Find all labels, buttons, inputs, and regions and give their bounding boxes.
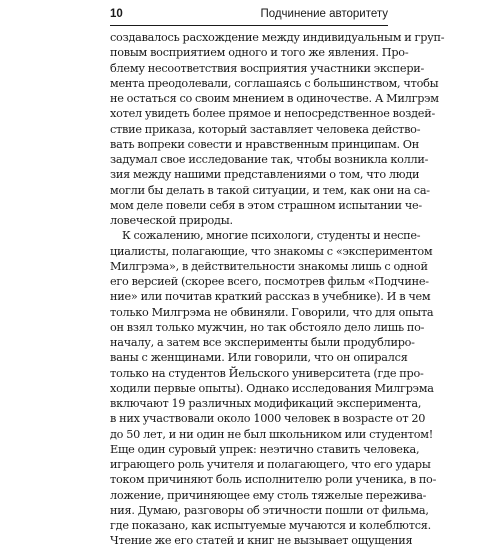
page-header — [110, 5, 388, 26]
text-line: ложение, причиняющее ему столь тяжелые пережива- — [110, 488, 427, 502]
text-line: зия между нашими представлениями о том, что люди — [110, 168, 420, 182]
text-line: Чтение же его статей и книг не вызывает ощущения — [110, 534, 413, 548]
text-line: включают 19 различных модификаций эксперимента, — [110, 397, 422, 410]
text-line: мента преодолевали, соглашаясь с большинством, чтобы — [110, 76, 439, 90]
text-line: Милгрэма», в действительности знакомы лишь с одной — [110, 259, 428, 273]
text-line: К сожалению, многие психологи, студенты и неспе- — [122, 229, 421, 243]
text-line: повым восприятием одного и того же явления. Про- — [110, 46, 409, 60]
text-line: до 50 лет, и ни один не был школьником или студентом! — [110, 427, 434, 441]
text-line: в них участвовали около 1000 человек в возрасте от 20 — [110, 412, 426, 426]
text-line: где показано, как испытуемые мучаются и колеблются. — [110, 519, 431, 532]
page-number: 10 — [110, 8, 123, 20]
text-line: вать вопреки совести и нравственным принципам. Он — [110, 137, 420, 151]
text-line: играющего роль учителя и полагающего, что его удары — [110, 458, 431, 471]
text-line: блему несоответствия восприятия участники экспери- — [110, 61, 425, 75]
text-line: не остаться со своим мнением в одиночестве. А Милгрэм — [110, 92, 439, 105]
text-line: задумал свое исследование так, чтобы возникла колли- — [110, 153, 429, 166]
text-line: началу, а затем все эксперименты были продублиро- — [110, 336, 415, 349]
text-line: мом деле повели себя в этом страшном испытании че- — [110, 198, 422, 212]
text-line: ствие приказа, который заставляет человека действо- — [110, 122, 421, 136]
text-line: создавалось расхождение между индивидуальным и груп- — [110, 31, 445, 44]
text-line: хотел увидеть более прямое и непосредственное воздей- — [110, 107, 436, 121]
text-line: ходили первые опыты). Однако исследования Милгрэма — [110, 381, 434, 395]
text-line: ваны с женщинами. Или говорили, что он опирался — [110, 351, 408, 365]
text-line: циалисты, полагающие, что знакомы с «экспериментом — [110, 244, 433, 258]
text-line: он взял только мужчин, но так обстояло дело лишь по- — [110, 320, 425, 334]
text-line: только Милгрэма не обвиняли. Говорили, что для опыта — [110, 305, 434, 319]
text-line: током причиняют боль исполнителю роли ученика, в по- — [110, 473, 437, 487]
body-text — [110, 30, 445, 549]
running-title: Подчинение авторитету — [260, 8, 388, 20]
text-line: его версией (скорее всего, посмотрев фильм «Подчине- — [110, 275, 429, 288]
text-line: ние» или почитав краткий рассказ в учебнике). И в чем — [110, 290, 431, 304]
text-line: Еще один суровый упрек: неэтично ставить человека, — [110, 442, 420, 456]
text-line: только на студентов Йельского университета (где про- — [110, 366, 424, 380]
paragraph — [110, 30, 445, 228]
text-line: могли бы делать в такой ситуации, и тем, как они на са- — [110, 183, 430, 197]
text-line: ловеческой природы. — [110, 214, 233, 227]
text-line: ния. Думаю, разговоры об этичности пошли от фильма, — [110, 503, 429, 517]
paragraph — [110, 228, 437, 548]
